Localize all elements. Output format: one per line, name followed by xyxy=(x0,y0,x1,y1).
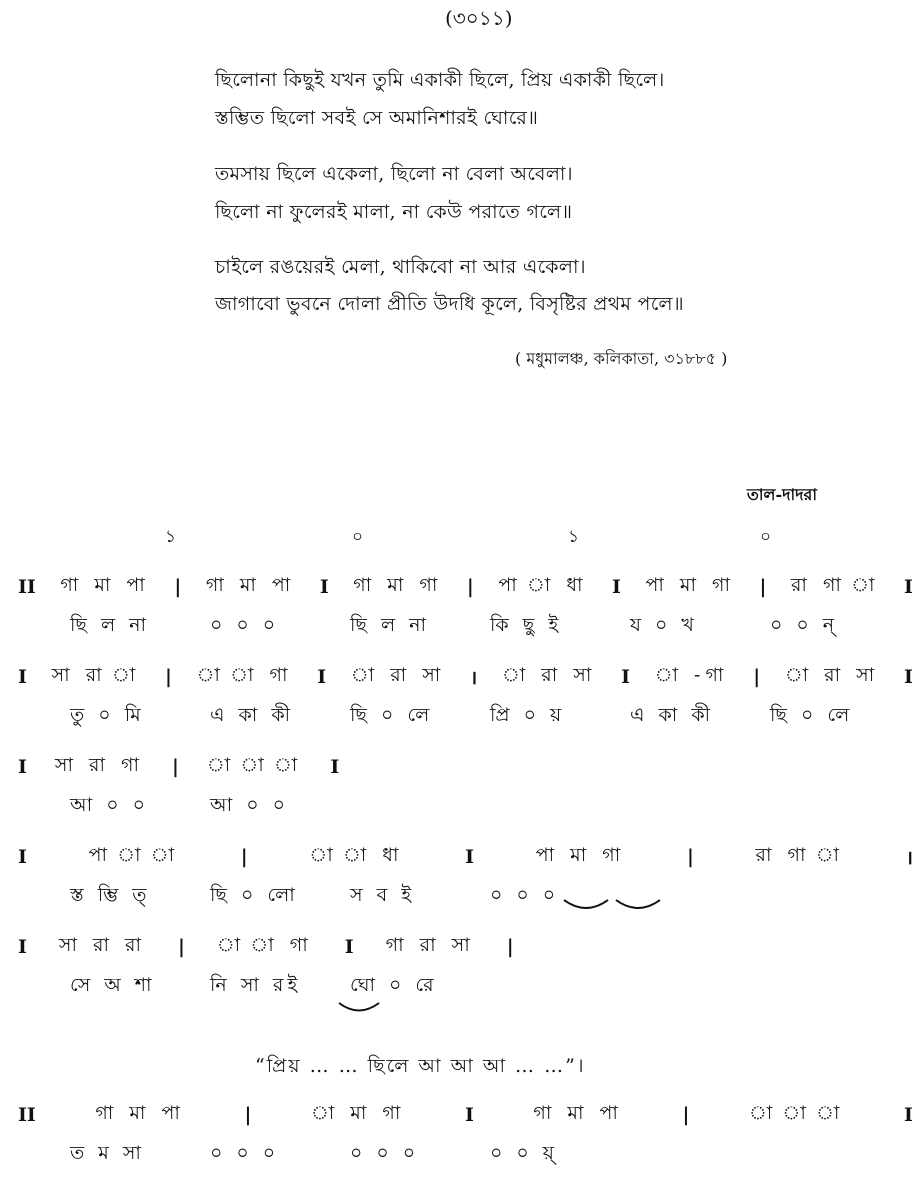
notation-row xyxy=(18,662,913,692)
bar-line: | xyxy=(682,1104,690,1126)
notation-row xyxy=(18,1100,913,1130)
bar-line: | xyxy=(506,936,514,958)
note-group: া া া xyxy=(749,1102,845,1124)
bar-line: I xyxy=(330,756,340,778)
syllable-group: ছি ল না xyxy=(70,614,151,636)
note-group: া া গা xyxy=(216,934,313,956)
note-group: া া গা xyxy=(196,664,293,686)
syllable-group: ০ ০ ০ xyxy=(210,1142,280,1164)
syllable-group: প্রি ০ য় xyxy=(490,704,566,726)
beat-mark: ০ xyxy=(352,527,364,547)
bar-line: I xyxy=(344,936,354,958)
bar-line: । xyxy=(905,847,913,869)
note-group: সা রা রা xyxy=(58,934,146,956)
tal-label: তাল-দাদরা xyxy=(746,485,817,504)
syllable-group: কি ছু ই xyxy=(490,614,563,636)
bar-line: | xyxy=(244,1104,252,1126)
note-group: া া ধা xyxy=(309,844,404,866)
bar-line: I xyxy=(903,666,913,688)
syllable-group: ০ ০ ০ xyxy=(350,1142,420,1164)
lyric-line: স্তম্ভিত ছিলো সবই সে অমানিশারই ঘোরে॥ xyxy=(215,107,539,129)
note-group: গা মা পা xyxy=(205,574,296,596)
note-group: রা গা া xyxy=(755,844,845,866)
bar-line: I xyxy=(18,756,27,778)
lyric-syllable-row xyxy=(70,882,630,912)
bar-line: II xyxy=(18,1104,36,1126)
note-group: পা া া xyxy=(88,844,180,866)
note-group: া রা সা xyxy=(784,664,880,686)
bar-line: | xyxy=(174,576,182,598)
syllable-group: ছি ০ লো xyxy=(210,884,299,906)
syllable-group: ০ ০ ন্ xyxy=(770,614,839,636)
bar-line: I xyxy=(904,576,913,598)
note-group: া -গা xyxy=(654,664,729,686)
note-group: সা রা া xyxy=(51,664,141,686)
note-group: া রা সা xyxy=(350,664,446,686)
syllable-group: স ব ই xyxy=(350,884,416,906)
note-group: সা রা গা xyxy=(54,754,144,776)
note-group: া রা সা xyxy=(501,664,597,686)
bar-line: | xyxy=(466,576,474,598)
note-group: া া া xyxy=(206,754,303,776)
bar-line: I xyxy=(18,936,27,958)
syllable-group: ০ ০ ০ xyxy=(210,614,280,636)
bar-line: I xyxy=(319,576,329,598)
note-group: গা মা গা xyxy=(353,574,443,596)
lyric-syllable-row xyxy=(70,612,910,642)
syllable-group: তু ০ মি xyxy=(70,704,145,726)
bar-line: | xyxy=(759,576,767,598)
lyric-syllable-row xyxy=(70,792,350,822)
syllable-group: আ ০ ০ xyxy=(210,794,289,816)
note-group: গা রা সা xyxy=(385,934,475,956)
syllable-group: নি সা রই xyxy=(210,974,302,996)
slur-mark xyxy=(560,896,670,918)
note-group: গা মা পা xyxy=(95,1102,185,1124)
note-group: া মা গা xyxy=(310,1102,406,1124)
bar-line: II xyxy=(18,576,36,598)
bar-line: I xyxy=(317,666,327,688)
bar-line: | xyxy=(164,666,172,688)
lyric-syllable-row xyxy=(70,972,490,1002)
slur-mark xyxy=(335,1000,385,1018)
bar-line: । xyxy=(470,667,478,689)
lyric-line: চাইলে রঙয়েরই মেলা, থাকিবো না আর একেলা। xyxy=(215,256,586,278)
lyric-line: তমসায় ছিলে একেলা, ছিলো না বেলা অবেলা। xyxy=(215,163,573,185)
bar-line: I xyxy=(621,666,630,688)
bar-line: I xyxy=(464,1104,474,1126)
lyric-syllable-row xyxy=(70,1140,630,1170)
syllable-group: এ কা কী xyxy=(210,704,295,726)
lyric-line: জাগাবো ভুবনে দোলা প্রীতি উদধি কূলে, বিসৃষ্টির প্রথম পলে॥ xyxy=(215,293,684,315)
lyric-line: ছিলোনা কিছুই যখন তুমি একাকী ছিলে, প্রিয় একাকী ছিলে। xyxy=(215,69,665,91)
syllable-group: সে অ শা xyxy=(70,974,156,996)
source-note: ( মধুমালঞ্চ, কলিকাতা, ৩১৮৮৫ ) xyxy=(515,349,728,368)
notation-row xyxy=(18,572,913,602)
syllable-group: ত ম সা xyxy=(70,1142,145,1164)
bar-line: | xyxy=(686,846,694,868)
syllable-group: স্ত ম্ভি ত্ xyxy=(70,884,151,906)
bar-line: | xyxy=(171,756,179,778)
beat-mark: ০ xyxy=(760,527,772,547)
notation-row xyxy=(18,932,913,962)
beat-mark: ১ xyxy=(568,527,580,547)
syllable-group: ছি ০ লে xyxy=(770,704,854,726)
bar-line: I xyxy=(904,1104,913,1126)
bar-line: I xyxy=(18,846,27,868)
bar-line: I xyxy=(465,846,475,868)
syllable-group: ০ ০ ০ xyxy=(490,884,560,906)
bar-line: | xyxy=(177,936,185,958)
syllable-group: এ কা কী xyxy=(630,704,715,726)
note-group: পা মা গা xyxy=(645,574,735,596)
lyric-line: ছিলো না ফুলেরই মালা, না কেউ পরাতে গলে॥ xyxy=(215,201,573,223)
syllable-group: য ০ খ xyxy=(630,614,698,636)
bar-line: I xyxy=(612,576,621,598)
notation-row xyxy=(18,752,913,782)
syllable-group: ছি ০ লে xyxy=(350,704,434,726)
syllable-group: ঘো ০ রে xyxy=(350,974,438,996)
note-group: পা া ধা xyxy=(498,574,588,596)
beat-mark: ১ xyxy=(165,527,177,547)
notation-row xyxy=(18,842,913,872)
syllable-group: আ ০ ০ xyxy=(70,794,149,816)
note-group: রা গা া xyxy=(790,574,880,596)
page-number: (৩০১১) xyxy=(445,6,513,30)
bar-line: | xyxy=(240,846,248,868)
note-group: পা মা গা xyxy=(535,844,626,866)
syllable-group: ছি ল না xyxy=(350,614,431,636)
phrase-line: “প্রিয় … … ছিলে আ আ আ … …”। xyxy=(255,1055,586,1077)
note-group: গা মা পা xyxy=(533,1102,623,1124)
syllable-group: ০ ০ য়্ xyxy=(490,1142,558,1164)
lyric-syllable-row xyxy=(70,702,910,732)
bar-line: | xyxy=(753,666,761,688)
bar-line: I xyxy=(18,666,27,688)
note-group: গা মা পা xyxy=(60,574,150,596)
